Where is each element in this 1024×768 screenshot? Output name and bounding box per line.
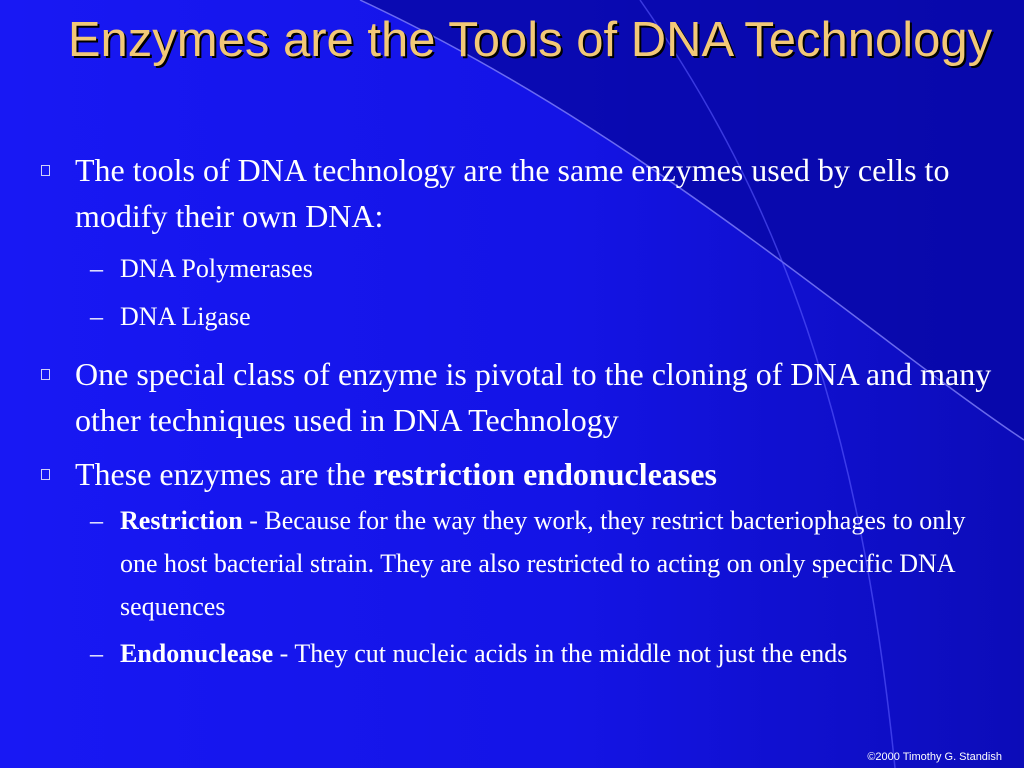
sub-bullet-restriction [0,499,1024,628]
slide-title: Enzymes are the Tools of DNA Technology [67,13,993,67]
bullet-text: The tools of DNA technology are the same enzymes used by cells to modify their own DNA: [75,152,950,234]
bullet-square-icon [41,469,50,480]
sub-bullet-ligase [0,295,1024,339]
bullet-square-icon [41,369,50,380]
bullet-restriction-endonucleases [0,451,1024,497]
bullet-special-class [0,351,1024,443]
bullet-bold-term: restriction endonucleases [373,456,717,492]
sub-bullet-text: - They cut nucleic acids in the middle not just the ends [273,639,848,668]
sub-bullet-bold-term: Endonuclease [120,639,274,668]
bullet-square-icon [41,165,50,176]
sub-bullet-text: - Because for the way they work, they restrict bacteriophages to only one host bacterial strain. They are also restricted to acting on only specific DNA sequences [120,506,966,621]
dash-icon: – [90,302,103,331]
slide-body [0,147,1024,679]
dash-icon: – [90,254,103,283]
sub-bullet-polymerases [0,247,1024,291]
dash-icon: – [90,506,103,535]
bullet-text: One special class of enzyme is pivotal to the cloning of DNA and many other techniques used in DNA Technology [75,356,992,438]
bullet-tools [0,147,1024,239]
bullet-text: These enzymes are the [75,456,374,492]
copyright-footer: ©2000 Timothy G. Standish [867,751,1002,763]
sub-bullet-bold-term: Restriction [120,506,243,535]
sub-bullet-text: DNA Ligase [120,302,251,331]
sub-bullet-endonuclease [0,632,1024,675]
dash-icon: – [90,639,103,668]
sub-bullet-text: DNA Polymerases [120,254,313,283]
